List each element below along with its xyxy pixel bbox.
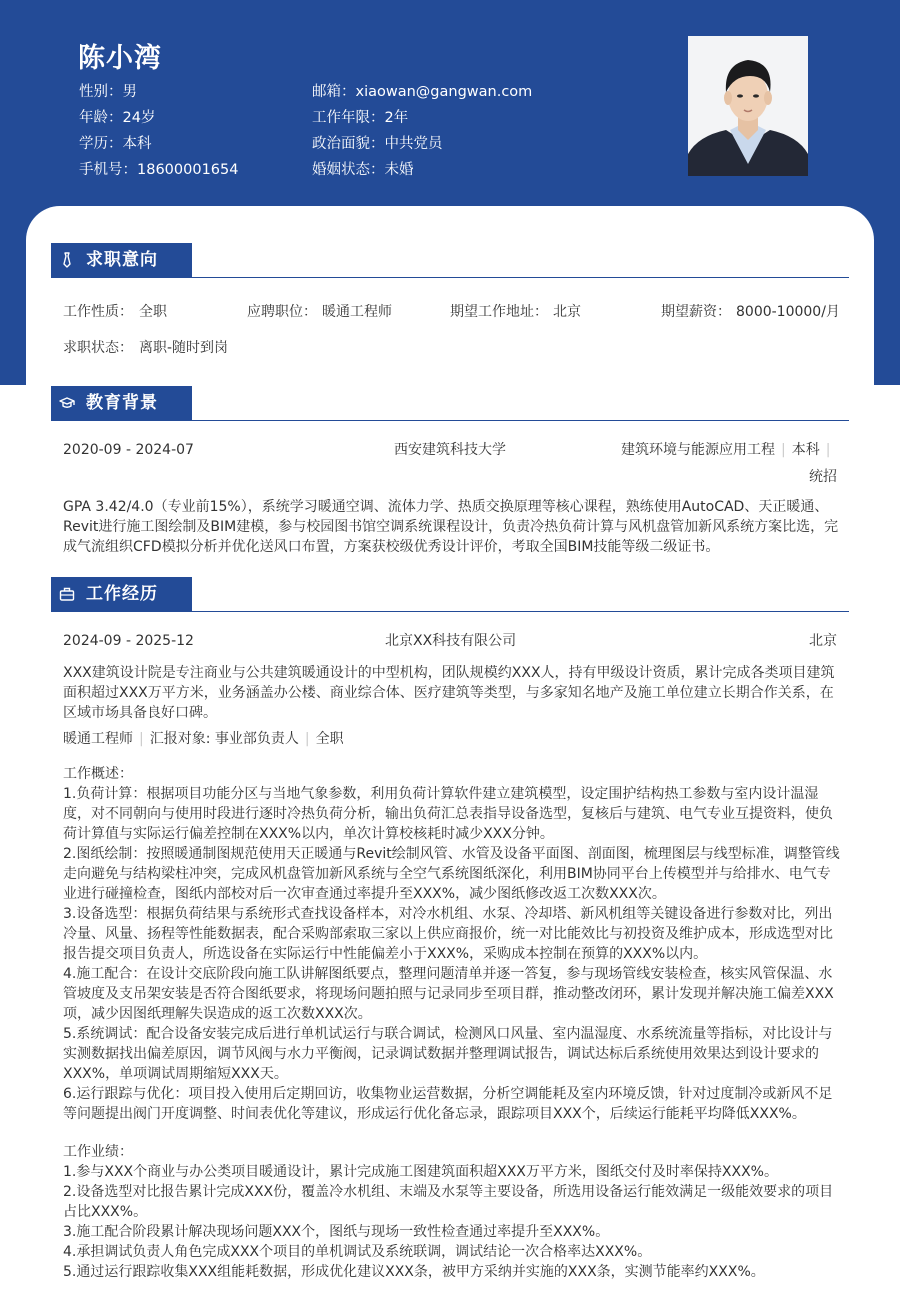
content-card (26, 206, 874, 1306)
paragraph-line: XXX%，单项调试周期缩短XXX天。 (63, 1066, 288, 1082)
section-title: 求职意向 (86, 250, 158, 270)
political-info: 政治面貌：中共党员 (312, 136, 443, 152)
paragraph-line: 管坡度及支吊架安装是否符合图纸要求，将现场问题拍照与记录同步至项目群，推动整改闭环，累计发现并解决施工偏差XXX (63, 986, 834, 1002)
candidate-name: 陈小湾 (78, 43, 162, 74)
status-label: 求职状态： (63, 340, 133, 356)
section-work (51, 577, 849, 612)
report-to: 汇报对象: 事业部负责人 (149, 731, 299, 747)
phone-info: 手机号：18600001654 (79, 162, 239, 178)
school-name: 西安建筑科技大学 (394, 442, 506, 458)
paragraph-line: 5.系统调试：配合设备安装完成后进行单机试运行与联合调试，检测风口风量、室内温湿度、水系统流量等指标，对比设计与 (63, 1026, 833, 1042)
major-name: 建筑环境与能源应用工程 (621, 442, 775, 458)
location-value: 北京 (553, 304, 581, 320)
paragraph-line: 2.设备选型对比报告累计完成XXX份，覆盖冷水机组、末端及水泵等主要设备，所选用设备运行能效满足一级能效要求的项目 (63, 1184, 834, 1200)
major-degree (621, 440, 836, 460)
paragraph-line: 1.参与XXX个商业与办公类项目暖通设计，累计完成施工图建筑面积超XXX万平方米，图纸交付及时率保持XXX%。 (63, 1164, 778, 1180)
company-name: 北京XX科技有限公司 (385, 633, 517, 649)
paragraph-line: 5.通过运行跟踪收集XXX组能耗数据，形成优化建议XXX条，被甲方采纳并实施的XXX条，实测节能率约XXX%。 (63, 1264, 765, 1280)
section-education (51, 386, 849, 421)
role-name: 暖通工程师 (63, 731, 133, 747)
paragraph-line: 区域市场具备良好口碑。 (63, 705, 217, 721)
paragraph-line: 4.承担调试负责人角色完成XXX个项目的单机调试及系统联调，调试结论一次合格率达XXX%。 (63, 1244, 652, 1260)
education-info: 学历：本科 (79, 136, 152, 152)
education-period: 2020-09 - 2024-07 (63, 442, 194, 458)
paragraph-line: 业进行碰撞检查，图纸内部校对后一次审查通过率提升至XXX%，减少图纸修改返工次数XXX次。 (63, 886, 666, 902)
salary-value: 8000-10000/月 (736, 304, 840, 320)
work-city: 北京 (809, 633, 837, 649)
paragraph-line: 度，对不同朝向与使用时段进行逐时冷热负荷分析，输出负荷汇总表指导设备选型，复核后与建筑、电气专业互提资料，使负 (63, 806, 833, 822)
company-description (63, 663, 841, 723)
marital-info: 婚姻状态：未婚 (312, 162, 414, 178)
paragraph-line: 6.运行跟踪与优化：项目投入使用后定期回访，收集物业运营数据，分析空调能耗及室内环境反馈，针对过度制冷或新风不足 (63, 1086, 833, 1102)
paragraph-line: 成气流组织CFD模拟分析并优化送风口布置，方案获校级优秀设计评价，考取全国BIM技能等级二级证书。 (63, 539, 720, 555)
section-tab-education (51, 386, 192, 420)
paragraph-line: 项，减少因图纸理解失误造成的返工次数XXX次。 (63, 1006, 372, 1022)
briefcase-icon (59, 586, 75, 602)
section-tab-work (51, 577, 192, 611)
paragraph-line: 1.负荷计算：根据项目功能分区与当地气象参数，利用负荷计算软件建立建筑模型，设定围护结构热工参数与室内设计温湿 (63, 786, 819, 802)
tie-icon (59, 252, 75, 268)
separator: | (304, 731, 310, 747)
paragraph-line: 等问题提出阀门开度调整、时间表优化等建议，形成运行优化备忘录，跟踪项目XXX个，后续运行能耗平均降低XXX%。 (63, 1106, 806, 1122)
position-label: 应聘职位： (247, 304, 317, 320)
position-value: 暖通工程师 (322, 304, 392, 320)
nature-value: 全职 (139, 304, 167, 320)
paragraph-line: 冷量、风量、扬程等性能数据表，配合采购部索取三家以上供应商报价，统一对比能效比与初投资及维护成本，形成选型对比 (63, 926, 833, 942)
paragraph-line: 3.设备选型：根据负荷结果与系统形式查找设备样本，对冷水机组、水泵、冷却塔、新风机组等关键设备进行参数对比，列出 (63, 906, 833, 922)
avatar-photo (688, 36, 808, 176)
separator: | (781, 442, 786, 458)
separator: | (139, 731, 144, 747)
paragraph-line: Revit进行施工图绘制及BIM建模，参与校园图书馆空调系统课程设计，负责冷热负荷计算与风机盘管加新风系统方案比选，完 (63, 519, 839, 535)
paragraph-line: 面积超过XXX万平方米，业务涵盖办公楼、商业综合体、医疗建筑等类型，与多家知名地产及施工单位建立长期合作关系，在 (63, 685, 834, 701)
paragraph-line: GPA 3.42/4.0（专业前15%），系统学习暖通空调、流体力学、热质交换原理等核心课程，熟练使用AutoCAD、天正暖通、 (63, 499, 829, 515)
status-value: 离职-随时到岗 (139, 340, 229, 356)
gender-info: 性别：男 (79, 84, 137, 100)
paragraph-line: 4.施工配合：在设计交底阶段向施工队讲解图纸要点，整理问题清单并逐一答复，参与现场管线安装检查，核实风管保温、水 (63, 966, 833, 982)
graduation-cap-icon (59, 395, 75, 411)
section-tab-intent (51, 243, 192, 277)
achievements-title: 工作业绩： (63, 1144, 133, 1160)
education-description (63, 497, 841, 557)
overview-title: 工作概述： (63, 766, 133, 782)
location-label: 期望工作地址： (450, 304, 548, 320)
age-info: 年龄：24岁 (79, 110, 156, 126)
salary-label: 期望薪资： (661, 304, 731, 320)
nature-label: 工作性质： (63, 304, 133, 320)
paragraph-line: 2.图纸绘制：按照暖通制图规范使用天正暖通与Revit绘制风管、水管及设备平面图、剖面图，梳理图层与线型标准，调整管线 (63, 846, 840, 862)
work-years-info: 工作年限：2年 (312, 110, 409, 126)
separator: | (825, 442, 831, 458)
paragraph-line: 走向避免与结构梁柱冲突，完成风机盘管加新风系统与全空气系统图纸深化，利用BIM协同平台上传模型并与给排水、电气专 (63, 866, 831, 882)
email-info: 邮箱：xiaowan@gangwan.com (312, 84, 533, 100)
degree-name: 本科 (791, 442, 820, 458)
paragraph-line: 荷计算值与实际运行偏差控制在XXX%以内，单次计算校核耗时减少XXX分钟。 (63, 826, 554, 842)
recruit-type: 统招 (809, 469, 837, 485)
paragraph-line: 实测数据找出偏差原因，调节风阀与水力平衡阀，记录调试数据并整理调试报告，调试达标后系统使用效果达到设计要求的 (63, 1046, 819, 1062)
section-title: 教育背景 (86, 393, 158, 413)
paragraph-line: 占比XXX%。 (63, 1204, 148, 1220)
section-title: 工作经历 (86, 584, 158, 604)
role-line (63, 729, 344, 749)
work-overview (63, 764, 841, 1124)
employment-type: 全职 (315, 731, 344, 747)
section-intent (51, 243, 849, 278)
paragraph-line: XXX建筑设计院是专注商业与公共建筑暖通设计的中型机构，团队规模约XXX人，持有甲级设计资质，累计完成各类项目建筑 (63, 665, 835, 681)
paragraph-line: 3.施工配合阶段累计解决现场问题XXX个，图纸与现场一致性检查通过率提升至XXX%。 (63, 1224, 610, 1240)
work-achievements (63, 1142, 841, 1282)
paragraph-line: 报告提交项目负责人，所选设备在实际运行中性能偏差小于XXX%，采购成本控制在预算的XXX%以内。 (63, 946, 708, 962)
work-period: 2024-09 - 2025-12 (63, 633, 194, 649)
